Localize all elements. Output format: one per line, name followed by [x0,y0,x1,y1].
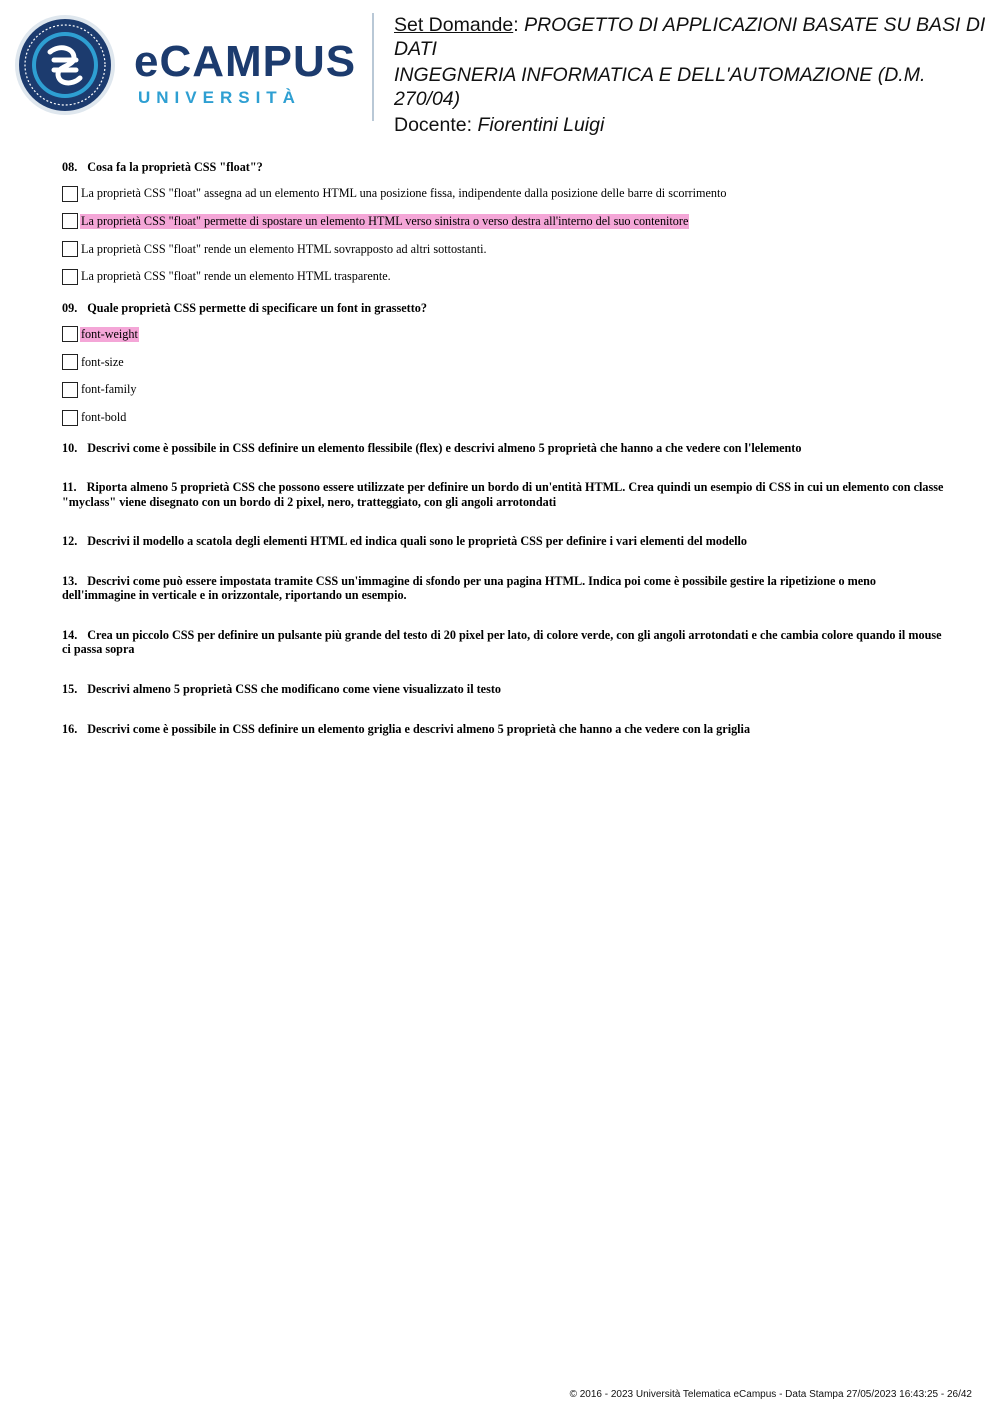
teacher-label: Docente: [394,114,473,136]
logo-brand-sub: UNIVERSITÀ [138,88,301,107]
answer-text: La proprietà CSS "float" rende un elemento HTML trasparente. [81,269,391,284]
open-question [62,722,952,737]
answer-option[interactable] [62,213,952,229]
answer-checkbox[interactable] [62,186,78,202]
question-label: Descrivi come è possibile in CSS definire un elemento flessibile (flex) e descrivi almeno 5 proprietà che hanno a che vedere con l'lelemento [87,440,802,455]
answer-text-highlighted: font-weight [81,326,138,341]
question-label: Cosa fa la proprietà CSS "float"? [87,160,263,174]
answer-text: La proprietà CSS "float" assegna ad un elemento HTML una posizione fissa, indipendente dalla posizione delle barre di scorrimento [81,186,727,200]
question-number: 16. [62,722,78,737]
ecampus-emblem-icon [14,14,116,116]
header-info [394,14,994,138]
course-name: INGEGNERIA INFORMATICA E DELL'AUTOMAZIONE (D.M. 270/04) [394,64,926,110]
answer-list [62,186,952,285]
answer-checkbox[interactable] [62,241,78,257]
question-number: 11. [62,480,77,495]
question-text [62,160,952,175]
answer-option[interactable] [62,382,952,398]
open-question [62,441,952,456]
answer-checkbox[interactable] [62,382,78,398]
set-title-row [394,14,994,61]
header-divider [372,13,374,121]
answer-checkbox[interactable] [62,354,78,370]
question-number: 14. [62,627,78,642]
question-label: Descrivi come può essere impostata tramite CSS un'immagine di sfondo per una pagina HTML. Indica poi come è possibile gestire la ripetizione o meno dell'immagine in verticale e in orizzontale, riportando un esempio. [62,573,877,603]
question-number: 08. [62,160,78,174]
question-text [62,301,952,316]
question-block [62,160,952,285]
open-question [62,574,952,603]
answer-checkbox[interactable] [62,269,78,285]
question-number: 10. [62,440,78,455]
question-list [62,160,952,737]
answer-text-highlighted: La proprietà CSS "float" permette di spostare un elemento HTML verso sinistra o verso destra all'interno del suo contenitore [81,213,689,228]
answer-list [62,326,952,425]
question-block [62,301,952,426]
answer-checkbox[interactable] [62,213,78,229]
open-question [62,480,952,509]
question-number: 13. [62,573,78,588]
logo-brand-main: eCAMPUS [134,37,357,86]
answer-text: font-family [81,382,137,397]
answer-option[interactable] [62,354,952,370]
question-label: Descrivi il modello a scatola degli elementi HTML ed indica quali sono le proprietà CSS per definire i vari elementi del modello [87,534,748,549]
question-label: Quale proprietà CSS permette di specificare un font in grassetto? [87,300,427,315]
answer-checkbox[interactable] [62,410,78,426]
answer-option[interactable] [62,186,952,202]
set-label: Set Domande [394,14,514,36]
set-sep: : [513,14,519,36]
answer-option[interactable] [62,269,952,285]
question-label: Riporta almeno 5 proprietà CSS che possono essere utilizzate per definire un bordo di un'entità HTML. Crea quindi un esempio di CSS in cui un elemento con classe "myclass" viene disegnato con un bordo di 2 pixel, nero, tratteggiato, con gli angoli arrotondati [62,480,944,509]
question-label: Descrivi almeno 5 proprietà CSS che modificano come viene visualizzato il testo [87,681,501,696]
ecampus-logo-wordmark [134,38,360,112]
question-label: Descrivi come è possibile in CSS definire un elemento griglia e descrivi almeno 5 proprietà che hanno a che vedere con la griglia [87,722,751,737]
set-title: PROGETTO DI APPLICAZIONI BASATE SU BASI DI DATI [394,14,986,60]
question-number: 09. [62,300,78,315]
open-question [62,534,952,549]
answer-option[interactable] [62,410,952,426]
question-number: 15. [62,681,78,696]
answer-text: La proprietà CSS "float" rende un elemento HTML sovrapposto ad altri sottostanti. [81,241,487,256]
answer-text: font-size [81,354,124,369]
answer-option[interactable] [62,326,952,342]
answer-checkbox[interactable] [62,326,78,342]
question-number: 12. [62,534,78,549]
teacher-row [394,114,994,138]
page-footer: © 2016 - 2023 Università Telematica eCampus - Data Stampa 27/05/2023 16:43:25 - 26/42 [569,1389,972,1400]
question-label: Crea un piccolo CSS per definire un pulsante più grande del testo di 20 pixel per lato, di colore verde, con gli angoli arrotondati e che cambia colore quando il mouse ci passa sopra [62,627,942,657]
page-header [0,0,1000,136]
answer-text: font-bold [81,410,127,425]
open-question [62,628,952,657]
teacher-name: Fiorentini Luigi [477,114,605,136]
open-question [62,682,952,697]
answer-option[interactable] [62,241,952,257]
